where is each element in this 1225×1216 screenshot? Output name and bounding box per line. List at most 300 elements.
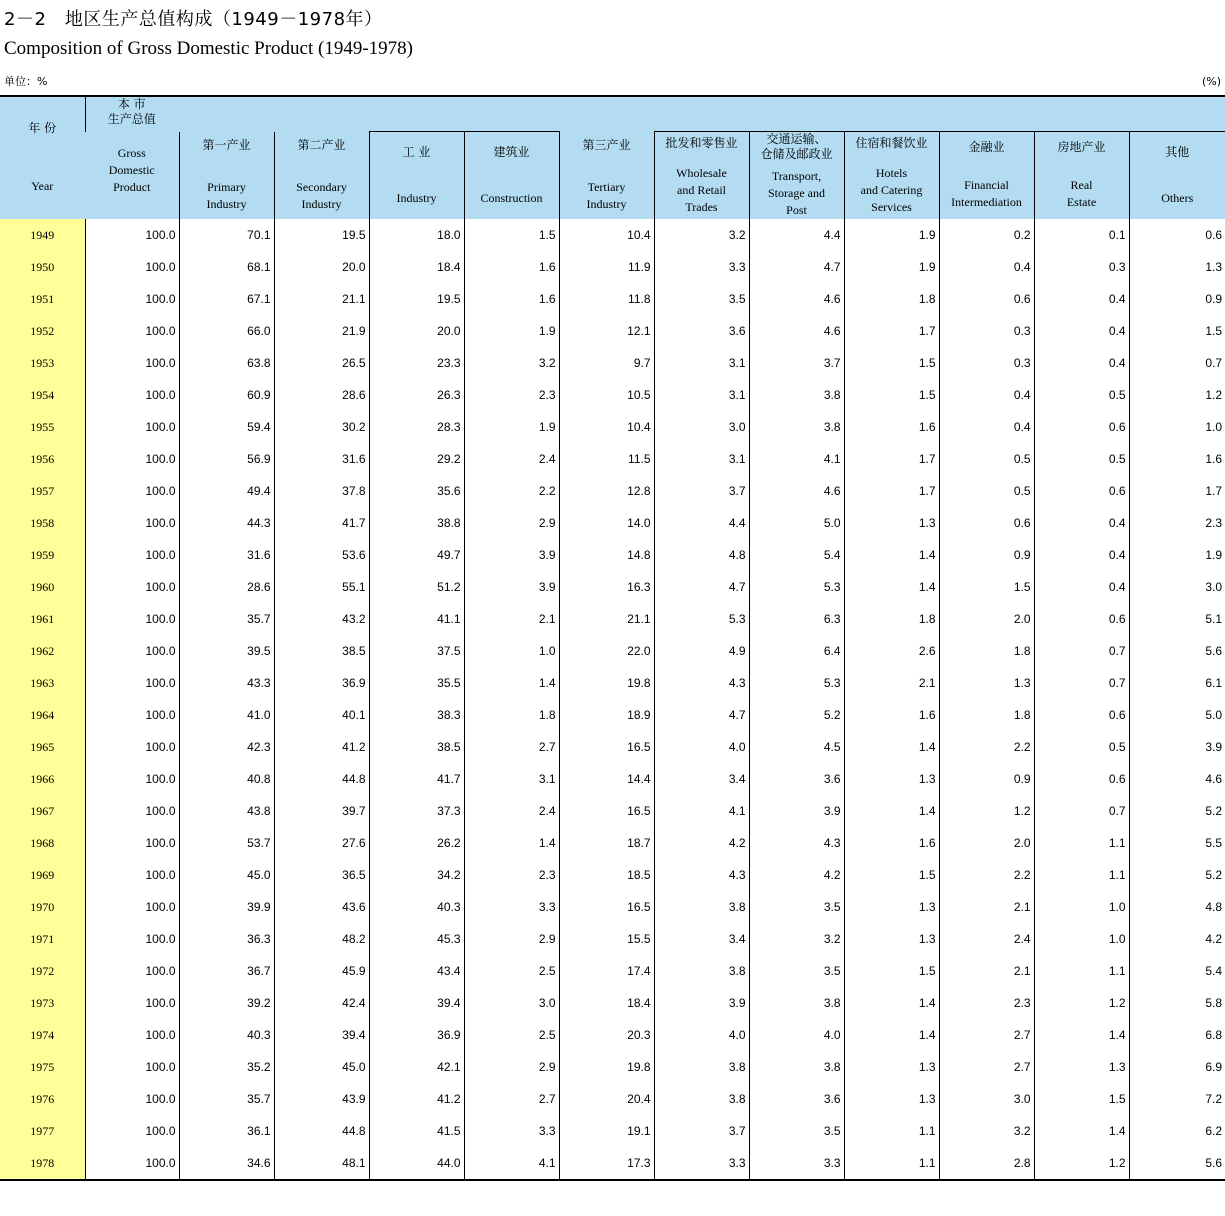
- cell-year: 1974: [0, 1019, 85, 1051]
- cell-hotels: 1.4: [844, 1019, 939, 1051]
- cell-construction: 3.2: [464, 347, 559, 379]
- cell-tertiary: 14.8: [559, 539, 654, 571]
- cell-transport: 3.8: [749, 411, 844, 443]
- cell-tertiary: 18.4: [559, 987, 654, 1019]
- cell-others: 5.8: [1129, 987, 1225, 1019]
- table-row: [0, 283, 1225, 315]
- cell-secondary: 36.9: [274, 667, 369, 699]
- cell-secondary: 39.7: [274, 795, 369, 827]
- cell-wholesale: 3.6: [654, 315, 749, 347]
- cell-construction: 3.3: [464, 1115, 559, 1147]
- cell-wholesale: 3.0: [654, 411, 749, 443]
- cell-secondary: 44.8: [274, 763, 369, 795]
- cell-gdp: 100.0: [85, 1019, 179, 1051]
- cell-others: 6.2: [1129, 1115, 1225, 1147]
- cell-primary: 42.3: [179, 731, 274, 763]
- cell-year: 1964: [0, 699, 85, 731]
- cell-industry: 42.1: [369, 1051, 464, 1083]
- cell-financial: 0.9: [939, 763, 1034, 795]
- cell-wholesale: 3.5: [654, 283, 749, 315]
- cell-secondary: 45.0: [274, 1051, 369, 1083]
- table-row: [0, 475, 1225, 507]
- cell-hotels: 1.5: [844, 859, 939, 891]
- cell-hotels: 1.3: [844, 891, 939, 923]
- cell-primary: 59.4: [179, 411, 274, 443]
- cell-year: 1973: [0, 987, 85, 1019]
- cell-realestate: 1.1: [1034, 955, 1129, 987]
- cell-year: 1959: [0, 539, 85, 571]
- cell-others: 1.7: [1129, 475, 1225, 507]
- table-row: [0, 603, 1225, 635]
- cell-wholesale: 3.4: [654, 923, 749, 955]
- cell-realestate: 0.4: [1034, 315, 1129, 347]
- cell-gdp: 100.0: [85, 667, 179, 699]
- cell-year: 1965: [0, 731, 85, 763]
- cell-industry: 23.3: [369, 347, 464, 379]
- cell-transport: 3.6: [749, 763, 844, 795]
- cell-transport: 3.8: [749, 987, 844, 1019]
- cell-primary: 63.8: [179, 347, 274, 379]
- cell-tertiary: 16.5: [559, 795, 654, 827]
- cell-financial: 2.7: [939, 1051, 1034, 1083]
- cell-hotels: 1.1: [844, 1147, 939, 1180]
- table-row: [0, 731, 1225, 763]
- cell-gdp: 100.0: [85, 475, 179, 507]
- header-gdp: 本 市 生产总值 Gross Domestic Product: [85, 132, 179, 220]
- cell-wholesale: 4.9: [654, 635, 749, 667]
- cell-gdp: 100.0: [85, 251, 179, 283]
- cell-hotels: 1.1: [844, 1115, 939, 1147]
- cell-primary: 40.3: [179, 1019, 274, 1051]
- cell-gdp: 100.0: [85, 443, 179, 475]
- table-row: [0, 251, 1225, 283]
- cell-transport: 3.2: [749, 923, 844, 955]
- cell-tertiary: 16.5: [559, 731, 654, 763]
- cell-realestate: 0.6: [1034, 603, 1129, 635]
- cell-industry: 19.5: [369, 283, 464, 315]
- cell-transport: 4.6: [749, 283, 844, 315]
- table-row: [0, 443, 1225, 475]
- cell-others: 1.9: [1129, 539, 1225, 571]
- cell-financial: 0.4: [939, 251, 1034, 283]
- cell-industry: 41.7: [369, 763, 464, 795]
- cell-transport: 5.2: [749, 699, 844, 731]
- cell-construction: 3.0: [464, 987, 559, 1019]
- cell-primary: 36.7: [179, 955, 274, 987]
- cell-year: 1968: [0, 827, 85, 859]
- table-row: [0, 827, 1225, 859]
- cell-others: 6.9: [1129, 1051, 1225, 1083]
- cell-secondary: 30.2: [274, 411, 369, 443]
- cell-hotels: 2.1: [844, 667, 939, 699]
- cell-primary: 67.1: [179, 283, 274, 315]
- cell-gdp: 100.0: [85, 1083, 179, 1115]
- cell-financial: 0.3: [939, 347, 1034, 379]
- cell-others: 3.0: [1129, 571, 1225, 603]
- cell-industry: 28.3: [369, 411, 464, 443]
- cell-others: 5.0: [1129, 699, 1225, 731]
- cell-transport: 5.3: [749, 571, 844, 603]
- cell-others: 5.6: [1129, 635, 1225, 667]
- cell-secondary: 28.6: [274, 379, 369, 411]
- cell-realestate: 0.7: [1034, 795, 1129, 827]
- cell-transport: 3.9: [749, 795, 844, 827]
- cell-industry: 41.1: [369, 603, 464, 635]
- cell-hotels: 1.6: [844, 699, 939, 731]
- cell-secondary: 43.6: [274, 891, 369, 923]
- header-transport: 交通运输、 仓储及邮政业 Transport, Storage and Post: [749, 132, 844, 220]
- cell-gdp: 100.0: [85, 955, 179, 987]
- cell-gdp: 100.0: [85, 379, 179, 411]
- cell-primary: 43.3: [179, 667, 274, 699]
- cell-wholesale: 3.1: [654, 379, 749, 411]
- cell-hotels: 1.3: [844, 507, 939, 539]
- cell-secondary: 21.9: [274, 315, 369, 347]
- cell-primary: 49.4: [179, 475, 274, 507]
- cell-hotels: 2.6: [844, 635, 939, 667]
- cell-secondary: 42.4: [274, 987, 369, 1019]
- cell-financial: 2.7: [939, 1019, 1034, 1051]
- cell-wholesale: 3.1: [654, 443, 749, 475]
- table-row: [0, 763, 1225, 795]
- cell-others: 0.7: [1129, 347, 1225, 379]
- cell-transport: 4.4: [749, 219, 844, 251]
- cell-gdp: 100.0: [85, 507, 179, 539]
- cell-primary: 35.7: [179, 1083, 274, 1115]
- cell-others: 4.2: [1129, 923, 1225, 955]
- table-row: [0, 923, 1225, 955]
- header-tertiary: 第三产业 Tertiary Industry: [559, 132, 654, 220]
- cell-others: 2.3: [1129, 507, 1225, 539]
- table-row: [0, 219, 1225, 251]
- cell-year: 1961: [0, 603, 85, 635]
- cell-wholesale: 3.8: [654, 1051, 749, 1083]
- cell-realestate: 1.0: [1034, 923, 1129, 955]
- header-primary: 第一产业 Primary Industry: [179, 132, 274, 220]
- cell-gdp: 100.0: [85, 731, 179, 763]
- cell-year: 1977: [0, 1115, 85, 1147]
- cell-wholesale: 4.0: [654, 1019, 749, 1051]
- cell-tertiary: 12.8: [559, 475, 654, 507]
- cell-others: 3.9: [1129, 731, 1225, 763]
- cell-hotels: 1.6: [844, 827, 939, 859]
- cell-tertiary: 19.1: [559, 1115, 654, 1147]
- cell-realestate: 0.6: [1034, 763, 1129, 795]
- cell-construction: 1.5: [464, 219, 559, 251]
- table-row: [0, 1051, 1225, 1083]
- cell-primary: 60.9: [179, 379, 274, 411]
- cell-secondary: 44.8: [274, 1115, 369, 1147]
- cell-construction: 2.4: [464, 795, 559, 827]
- cell-industry: 44.0: [369, 1147, 464, 1180]
- cell-wholesale: 3.4: [654, 763, 749, 795]
- cell-secondary: 19.5: [274, 219, 369, 251]
- cell-transport: 5.0: [749, 507, 844, 539]
- cell-hotels: 1.9: [844, 251, 939, 283]
- cell-industry: 26.3: [369, 379, 464, 411]
- cell-construction: 3.3: [464, 891, 559, 923]
- cell-transport: 3.5: [749, 1115, 844, 1147]
- cell-primary: 45.0: [179, 859, 274, 891]
- cell-secondary: 20.0: [274, 251, 369, 283]
- table-row: [0, 347, 1225, 379]
- cell-transport: 6.3: [749, 603, 844, 635]
- cell-wholesale: 3.8: [654, 891, 749, 923]
- cell-construction: 2.1: [464, 603, 559, 635]
- cell-financial: 2.0: [939, 603, 1034, 635]
- cell-gdp: 100.0: [85, 603, 179, 635]
- cell-tertiary: 16.5: [559, 891, 654, 923]
- cell-tertiary: 11.9: [559, 251, 654, 283]
- cell-wholesale: 4.4: [654, 507, 749, 539]
- cell-hotels: 1.4: [844, 731, 939, 763]
- cell-tertiary: 16.3: [559, 571, 654, 603]
- cell-industry: 35.5: [369, 667, 464, 699]
- cell-transport: 4.0: [749, 1019, 844, 1051]
- cell-tertiary: 12.1: [559, 315, 654, 347]
- cell-financial: 3.2: [939, 1115, 1034, 1147]
- cell-primary: 28.6: [179, 571, 274, 603]
- cell-industry: 45.3: [369, 923, 464, 955]
- cell-secondary: 43.2: [274, 603, 369, 635]
- cell-primary: 35.2: [179, 1051, 274, 1083]
- cell-tertiary: 10.4: [559, 219, 654, 251]
- cell-financial: 0.3: [939, 315, 1034, 347]
- cell-realestate: 1.5: [1034, 1083, 1129, 1115]
- cell-gdp: 100.0: [85, 987, 179, 1019]
- unit-label: 单位：%: [4, 75, 48, 88]
- cell-gdp: 100.0: [85, 1147, 179, 1180]
- cell-year: 1976: [0, 1083, 85, 1115]
- cell-wholesale: 4.7: [654, 571, 749, 603]
- cell-year: 1978: [0, 1147, 85, 1180]
- table-row: [0, 1115, 1225, 1147]
- cell-secondary: 21.1: [274, 283, 369, 315]
- cell-year: 1950: [0, 251, 85, 283]
- cell-transport: 4.2: [749, 859, 844, 891]
- table-row: [0, 891, 1225, 923]
- table-row: [0, 1083, 1225, 1115]
- cell-primary: 41.0: [179, 699, 274, 731]
- cell-industry: 43.4: [369, 955, 464, 987]
- header-construction: 建筑业 Construction: [464, 132, 559, 220]
- cell-secondary: 41.7: [274, 507, 369, 539]
- cell-financial: 1.5: [939, 571, 1034, 603]
- cell-financial: 1.2: [939, 795, 1034, 827]
- table-row: [0, 539, 1225, 571]
- cell-primary: 36.1: [179, 1115, 274, 1147]
- cell-construction: 2.2: [464, 475, 559, 507]
- cell-year: 1969: [0, 859, 85, 891]
- cell-gdp: 100.0: [85, 411, 179, 443]
- cell-tertiary: 18.9: [559, 699, 654, 731]
- cell-tertiary: 11.8: [559, 283, 654, 315]
- cell-construction: 1.6: [464, 283, 559, 315]
- cell-others: 0.9: [1129, 283, 1225, 315]
- gdp-composition-table: [0, 95, 1225, 1181]
- cell-construction: 2.5: [464, 955, 559, 987]
- cell-secondary: 48.2: [274, 923, 369, 955]
- cell-primary: 36.3: [179, 923, 274, 955]
- cell-tertiary: 18.5: [559, 859, 654, 891]
- cell-gdp: 100.0: [85, 1051, 179, 1083]
- cell-primary: 70.1: [179, 219, 274, 251]
- cell-year: 1971: [0, 923, 85, 955]
- cell-construction: 1.9: [464, 411, 559, 443]
- cell-wholesale: 3.7: [654, 475, 749, 507]
- cell-year: 1957: [0, 475, 85, 507]
- cell-industry: 38.8: [369, 507, 464, 539]
- cell-hotels: 1.4: [844, 539, 939, 571]
- cell-primary: 34.6: [179, 1147, 274, 1180]
- header-realestate: 房地产业 Real Estate: [1034, 132, 1129, 220]
- cell-primary: 53.7: [179, 827, 274, 859]
- cell-year: 1962: [0, 635, 85, 667]
- table-row: [0, 987, 1225, 1019]
- header-secondary: 第二产业 Secondary Industry: [274, 132, 369, 220]
- cell-year: 1954: [0, 379, 85, 411]
- cell-financial: 3.0: [939, 1083, 1034, 1115]
- cell-hotels: 1.3: [844, 1051, 939, 1083]
- cell-primary: 44.3: [179, 507, 274, 539]
- cell-construction: 3.9: [464, 539, 559, 571]
- cell-primary: 39.9: [179, 891, 274, 923]
- cell-transport: 4.3: [749, 827, 844, 859]
- table-row: [0, 667, 1225, 699]
- cell-wholesale: 3.3: [654, 1147, 749, 1180]
- table-row: [0, 1019, 1225, 1051]
- cell-gdp: 100.0: [85, 699, 179, 731]
- cell-construction: 2.4: [464, 443, 559, 475]
- cell-construction: 2.7: [464, 1083, 559, 1115]
- cell-hotels: 1.3: [844, 763, 939, 795]
- cell-gdp: 100.0: [85, 923, 179, 955]
- cell-year: 1967: [0, 795, 85, 827]
- header-industry: 工 业 Industry: [369, 132, 464, 220]
- cell-year: 1953: [0, 347, 85, 379]
- table-row: [0, 699, 1225, 731]
- cell-financial: 0.5: [939, 443, 1034, 475]
- cell-year: 1952: [0, 315, 85, 347]
- cell-others: 5.2: [1129, 859, 1225, 891]
- cell-realestate: 1.3: [1034, 1051, 1129, 1083]
- cell-wholesale: 3.3: [654, 251, 749, 283]
- header-secondary-group-top: [179, 96, 559, 132]
- cell-year: 1960: [0, 571, 85, 603]
- cell-year: 1963: [0, 667, 85, 699]
- table-row: [0, 795, 1225, 827]
- cell-construction: 1.4: [464, 667, 559, 699]
- cell-financial: 2.4: [939, 923, 1034, 955]
- cell-hotels: 1.8: [844, 283, 939, 315]
- cell-industry: 41.5: [369, 1115, 464, 1147]
- table-row: [0, 635, 1225, 667]
- cell-realestate: 1.4: [1034, 1019, 1129, 1051]
- cell-construction: 4.1: [464, 1147, 559, 1180]
- cell-realestate: 0.4: [1034, 347, 1129, 379]
- cell-realestate: 0.1: [1034, 219, 1129, 251]
- table-row: [0, 1147, 1225, 1180]
- cell-wholesale: 4.0: [654, 731, 749, 763]
- cell-industry: 18.0: [369, 219, 464, 251]
- cell-transport: 5.3: [749, 667, 844, 699]
- cell-financial: 2.3: [939, 987, 1034, 1019]
- cell-tertiary: 22.0: [559, 635, 654, 667]
- cell-tertiary: 19.8: [559, 1051, 654, 1083]
- cell-hotels: 1.5: [844, 379, 939, 411]
- cell-hotels: 1.9: [844, 219, 939, 251]
- cell-year: 1955: [0, 411, 85, 443]
- cell-transport: 3.7: [749, 347, 844, 379]
- cell-primary: 43.8: [179, 795, 274, 827]
- cell-secondary: 26.5: [274, 347, 369, 379]
- cell-wholesale: 4.2: [654, 827, 749, 859]
- cell-gdp: 100.0: [85, 827, 179, 859]
- cell-secondary: 27.6: [274, 827, 369, 859]
- cell-industry: 36.9: [369, 1019, 464, 1051]
- cell-secondary: 38.5: [274, 635, 369, 667]
- cell-secondary: 43.9: [274, 1083, 369, 1115]
- cell-financial: 2.2: [939, 731, 1034, 763]
- cell-tertiary: 17.3: [559, 1147, 654, 1180]
- cell-financial: 0.4: [939, 379, 1034, 411]
- cell-primary: 66.0: [179, 315, 274, 347]
- table-row: [0, 955, 1225, 987]
- cell-construction: 2.9: [464, 1051, 559, 1083]
- cell-construction: 1.0: [464, 635, 559, 667]
- cell-others: 1.5: [1129, 315, 1225, 347]
- cell-realestate: 0.6: [1034, 699, 1129, 731]
- cell-secondary: 31.6: [274, 443, 369, 475]
- cell-others: 4.8: [1129, 891, 1225, 923]
- cell-transport: 4.6: [749, 475, 844, 507]
- cell-primary: 40.8: [179, 763, 274, 795]
- cell-year: 1956: [0, 443, 85, 475]
- cell-construction: 2.7: [464, 731, 559, 763]
- cell-others: 5.2: [1129, 795, 1225, 827]
- cell-year: 1972: [0, 955, 85, 987]
- cell-construction: 3.9: [464, 571, 559, 603]
- cell-secondary: 39.4: [274, 1019, 369, 1051]
- cell-hotels: 1.5: [844, 347, 939, 379]
- cell-financial: 0.4: [939, 411, 1034, 443]
- cell-industry: 38.3: [369, 699, 464, 731]
- cell-wholesale: 4.3: [654, 859, 749, 891]
- cell-others: 6.8: [1129, 1019, 1225, 1051]
- cell-tertiary: 9.7: [559, 347, 654, 379]
- cell-wholesale: 3.8: [654, 955, 749, 987]
- cell-construction: 1.6: [464, 251, 559, 283]
- header-others: 其他 Others: [1129, 132, 1225, 220]
- cell-secondary: 36.5: [274, 859, 369, 891]
- cell-gdp: 100.0: [85, 347, 179, 379]
- cell-financial: 0.6: [939, 283, 1034, 315]
- cell-transport: 3.8: [749, 1051, 844, 1083]
- cell-industry: 39.4: [369, 987, 464, 1019]
- cell-transport: 4.6: [749, 315, 844, 347]
- table-row: [0, 411, 1225, 443]
- cell-primary: 39.5: [179, 635, 274, 667]
- cell-realestate: 0.7: [1034, 667, 1129, 699]
- cell-hotels: 1.5: [844, 955, 939, 987]
- header-tertiary-group-top: [559, 96, 1225, 132]
- cell-realestate: 0.6: [1034, 475, 1129, 507]
- cell-tertiary: 15.5: [559, 923, 654, 955]
- cell-industry: 34.2: [369, 859, 464, 891]
- cell-hotels: 1.8: [844, 603, 939, 635]
- cell-realestate: 1.4: [1034, 1115, 1129, 1147]
- cell-gdp: 100.0: [85, 859, 179, 891]
